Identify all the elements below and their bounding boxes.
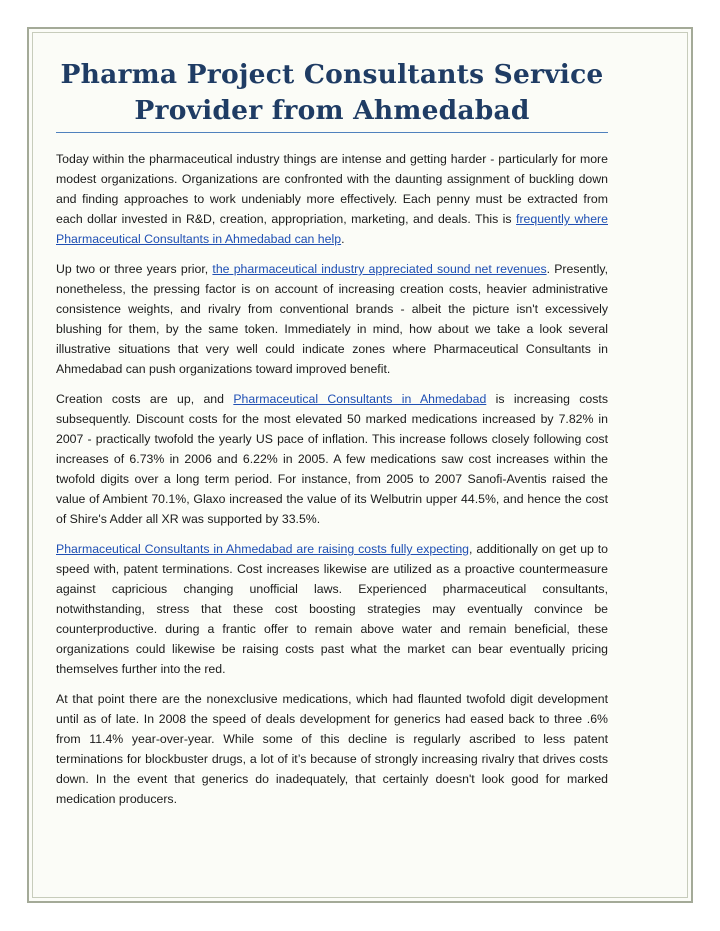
paragraph-2 xyxy=(56,259,608,379)
paragraph-text: Today within the pharmaceutical industry things are intense and getting harder - particularly for more modest organizations. Organizations are confronted with the daunting assignment of buckling down and finding approaches to work undeniably more effectively. Each penny must be extracted from each dollar invested in R&D, creation, appropriation, marketing, and deals. This is xyxy=(56,152,608,226)
link-pharma-consultants-ahmedabad[interactable]: Pharmaceutical Consultants in Ahmedabad xyxy=(233,392,487,406)
link-raising-costs[interactable]: Pharmaceutical Consultants in Ahmedabad are raising costs fully expecting xyxy=(56,542,470,556)
paragraph-text: Up two or three years prior, xyxy=(56,262,213,276)
paragraph-text: . xyxy=(341,232,345,246)
paragraph-4 xyxy=(56,539,608,679)
paragraph-text: Creation costs are up, and xyxy=(56,392,234,406)
paragraph-text: At that point there are the nonexclusive medications, which had flaunted twofold digit development until as of late. In 2008 the speed of deals development for generics had eased back to three .6% from 11.4% year-over-year. While some of this decline is regularly ascribed to less patent terminations for blockbuster drugs, a lot of it’s because of strongly increasing rivalry that drives costs down. In the event that generics do inadequately, that certainly doesn't look good for marked medication producers. xyxy=(56,692,608,806)
paragraph-text: is increasing costs subsequently. Discount costs for the most elevated 50 marked medications increased by 7.82% in 2007 - practically twofold the yearly US pace of inflation. This increase follows closely following cost increases of 6.73% in 2006 and 6.22% in 2005. A few medications saw cost increases within the twofold digits over a long term period. For instance, from 2005 to 2007 Sanofi-Aventis raised the value of Ambient 70.1%, Glaxo increased the value of its Welbutrin upper 44.5%, and hence the cost of Shire's Adder all XR was supported by 33.5%. xyxy=(56,392,608,526)
paragraph-3 xyxy=(56,389,608,529)
title-line-2: Provider from Ahmedabad xyxy=(134,95,530,126)
title-divider xyxy=(56,132,608,133)
paragraph-1 xyxy=(56,149,608,249)
link-net-revenues[interactable]: the pharmaceutical industry appreciated sound net revenues xyxy=(212,262,547,276)
paragraph-text: , additionally on get up to speed with, patent terminations. Cost increases likewise are utilized as a proactive countermeasure against capricious changing unofficial laws. Experienced pharmaceutical consultants, notwithstanding, stress that these cost boosting strategies may eventually convince be counterproductive. during a frantic offer to remain above water and remain beneficial, these organizations could likewise be raising costs past what the market can bear eventually pricing themselves further into the red. xyxy=(56,542,609,676)
paragraph-text: . Presently, nonetheless, the pressing factor is on account of increasing creation costs, heavier administrative consistence weights, and rivalry from conventional brands - albeit the picture isn't excessively blushing for them, by the same token. Immediately in mind, how about we take a look several illustrative situations that very well could indicate zones where Pharmaceutical Consultants in Ahmedabad can push organizations toward improved benefit. xyxy=(56,262,608,376)
paragraph-5 xyxy=(56,689,608,809)
link-pharma-consultants-help[interactable]: frequently where Pharmaceutical Consultants in Ahmedabad can help xyxy=(56,212,608,246)
document-body xyxy=(56,57,608,819)
document-title xyxy=(56,57,608,132)
title-line-1: Pharma Project Consultants Service xyxy=(60,59,604,90)
